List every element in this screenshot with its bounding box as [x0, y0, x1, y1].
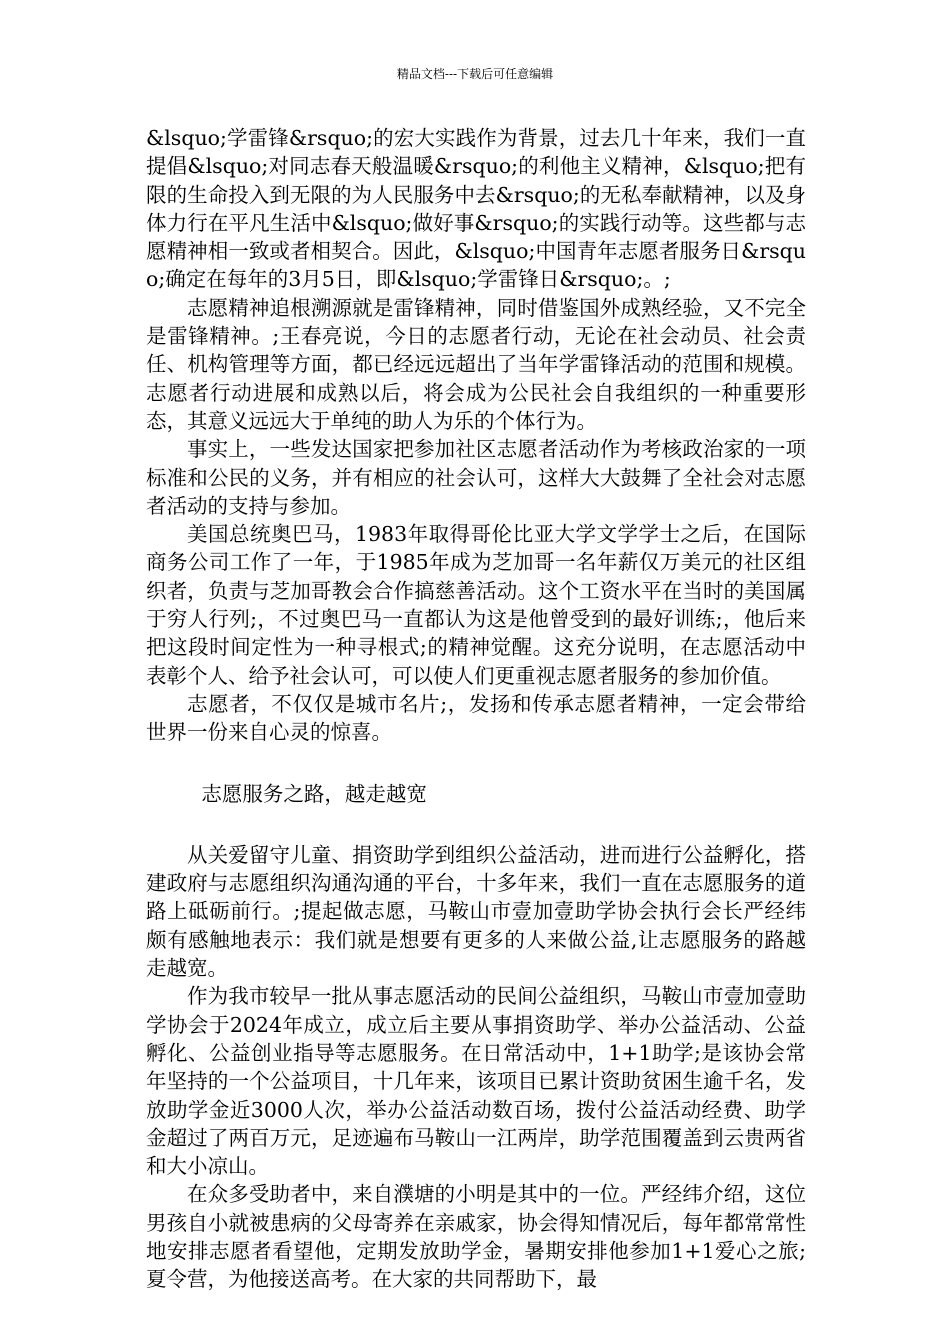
paragraph: 美国总统奥巴马，1983年取得哥伦比亚大学文学学士之后，在国际商务公司工作了一年，于1985年成为芝加哥一名年薪仅万美元的社区组织者，负责与芝加哥教会合作搞慈善活动。这个工资水平在当时的美国属于穷人行列;，不过奥巴马一直都认为这是他曾受到的最好训练;，他后来把这段时间定性为一种寻根式;的精神觉醒。这充分说明，在志愿活动中表彰个人、给予社会认可，可以使人们更重视志愿者服务的参加价值。 — [146, 522, 806, 688]
paragraph: 作为我市较早一批从事志愿活动的民间公益组织，马鞍山市壹加壹助学协会于2024年成立，成立后主要从事捐资助学、举办公益活动、公益孵化、公益创业指导等志愿服务。在日常活动中，1+1助学;是该协会常年坚持的一个公益项目，十几年来，该项目已累计资助贫困生逾千名，发放助学金近3000人次，举办公益活动数百场，拨付公益活动经费、助学金超过了两百万元，足迹遍布马鞍山一江两岸，助学范围覆盖到云贵两省和大小凉山。 — [146, 984, 806, 1179]
page-header: 精品文档---下载后可任意编辑 — [396, 67, 554, 81]
paragraph: 事实上，一些发达国家把参加社区志愿者活动作为考核政治家的一项标准和公民的义务，并有相应的社会认可，这样大大鼓舞了全社会对志愿者活动的支持与参加。 — [146, 437, 806, 518]
paragraph: 在众多受助者中，来自濮塘的小明是其中的一位。严经纬介绍，这位男孩自小就被患病的父母寄养在亲戚家，协会得知情况后，每年都常常性地安排志愿者看望他，定期发放助学金，暑期安排他参加1+1爱心之旅;夏令营，为他接送高考。在大家的共同帮助下，最 — [146, 1182, 806, 1292]
section-heading: 志愿服务之路，越走越宽 — [201, 781, 427, 806]
document-body — [146, 124, 806, 1294]
paragraph: 志愿精神追根溯源就是雷锋精神，同时借鉴国外成熟经验，又不完全是雷锋精神。;王春亮说，今日的志愿者行动，无论在社会动员、社会责任、机构管理等方面，都已经远远超出了当年学雷锋活动的范围和规模。志愿者行动进展和成熟以后，将会成为公民社会自我组织的一种重要形态，其意义远远大于单纯的助人为乐的个体行为。 — [146, 295, 806, 433]
paragraph: 志愿者，不仅仅是城市名片;，发扬和传承志愿者精神，一定会带给世界一份来自心灵的惊喜。 — [146, 691, 806, 745]
paragraph: 从关爱留守儿童、捐资助学到组织公益活动，进而进行公益孵化，搭建政府与志愿组织沟通沟通的平台，十多年来，我们一直在志愿服务的道路上砥砺前行。;提起做志愿，马鞍山市壹加壹助学协会执行会长严经纬颇有感触地表示：我们就是想要有更多的人来做公益,让志愿服务的路越走越宽。 — [146, 842, 806, 981]
paragraph: &lsquo;学雷锋&rsquo;的宏大实践作为背景，过去几十年来，我们一直提倡&lsquo;对同志春天般温暖&rsquo;的利他主义精神，&lsquo;把有限的生命投入到无限的为人民服务中去&rsquo;的无私奉献精神，以及身体力行在平凡生活中&lsquo;做好事&rsquo;的实践行动等。这些都与志愿精神相一致或者相契合。因此，&lsquo;中国青年志愿者服务日&rsquo;确定在每年的3月5日，即&lsquo;学雷锋日&rsquo;。; — [146, 126, 806, 292]
